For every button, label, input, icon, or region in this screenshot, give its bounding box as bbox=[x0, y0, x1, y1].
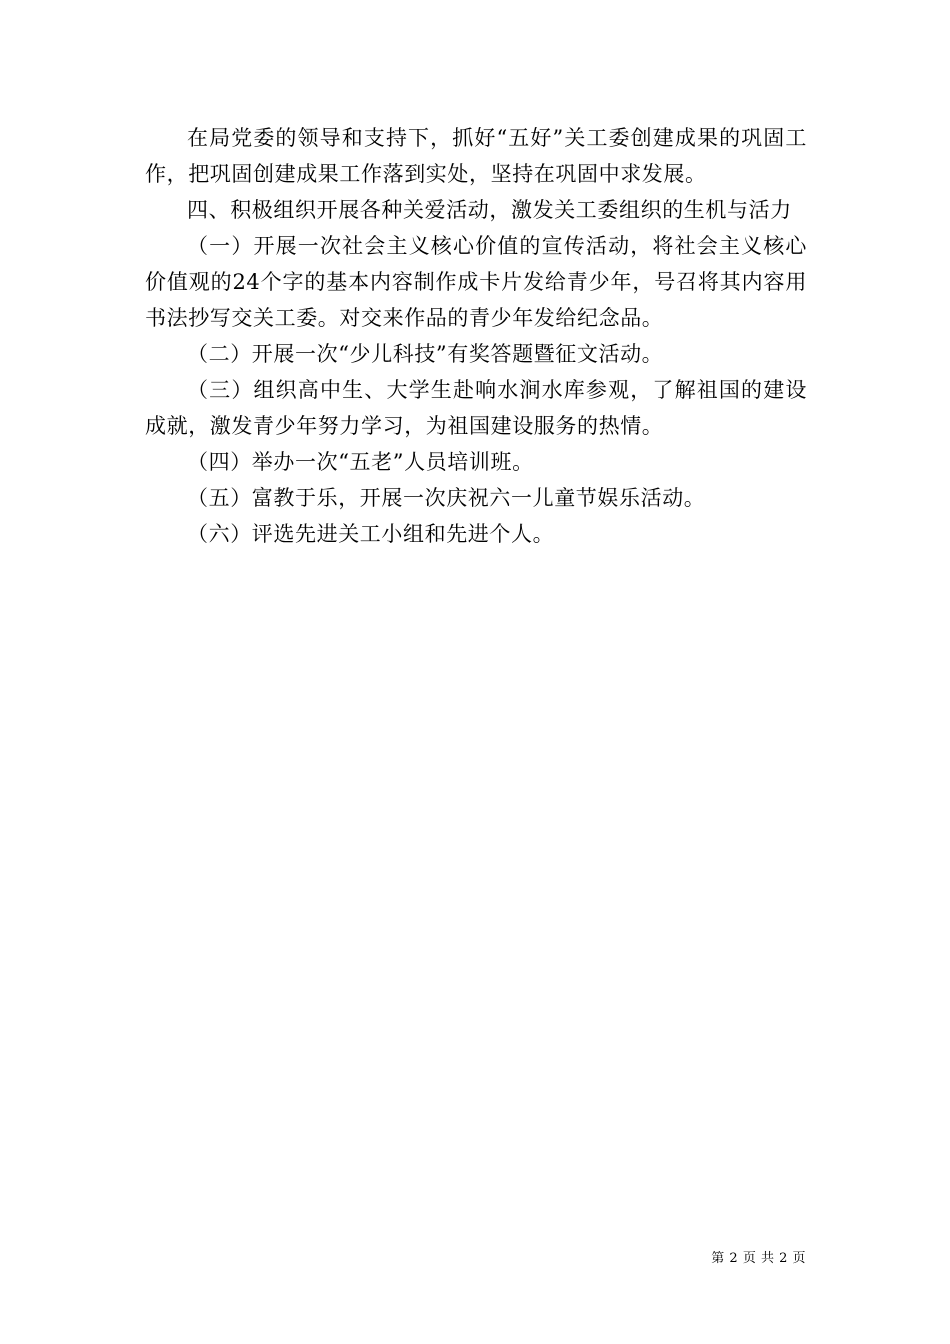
paragraph-item-two: （二）开展一次“少儿科技”有奖答题暨征文活动。 bbox=[187, 342, 664, 366]
paragraph-consolidation: 在局党委的领导和支持下，抓好“五好”关工委创建成果的巩固工作，把巩固创建成果工作落到实处，坚持在巩固中求发展。 bbox=[145, 126, 807, 186]
paragraph-item-three: （三）组织高中生、大学生赴响水涧水库参观，了解祖国的建设成就，激发青少年努力学习，为祖国建设服务的热情。 bbox=[145, 378, 807, 438]
page-number-footer: 第 2 页 共 2 页 bbox=[711, 1251, 806, 1266]
paragraph-item-four: （四）举办一次“五老”人员培训班。 bbox=[187, 450, 534, 474]
paragraph-section-four-heading: 四、积极组织开展各种关爱活动，激发关工委组织的生机与活力 bbox=[187, 198, 792, 222]
document-body bbox=[145, 120, 807, 552]
paragraph-item-six: （六）评选先进关工小组和先进个人。 bbox=[187, 522, 555, 546]
paragraph-item-one: （一）开展一次社会主义核心价值的宣传活动，将社会主义核心价值观的24个字的基本内容制作成卡片发给青少年，号召将其内容用书法抄写交关工委。对交来作品的青少年发给纪念品。 bbox=[145, 234, 807, 330]
paragraph-item-five: （五）富教于乐，开展一次庆祝六一儿童节娱乐活动。 bbox=[187, 486, 706, 510]
